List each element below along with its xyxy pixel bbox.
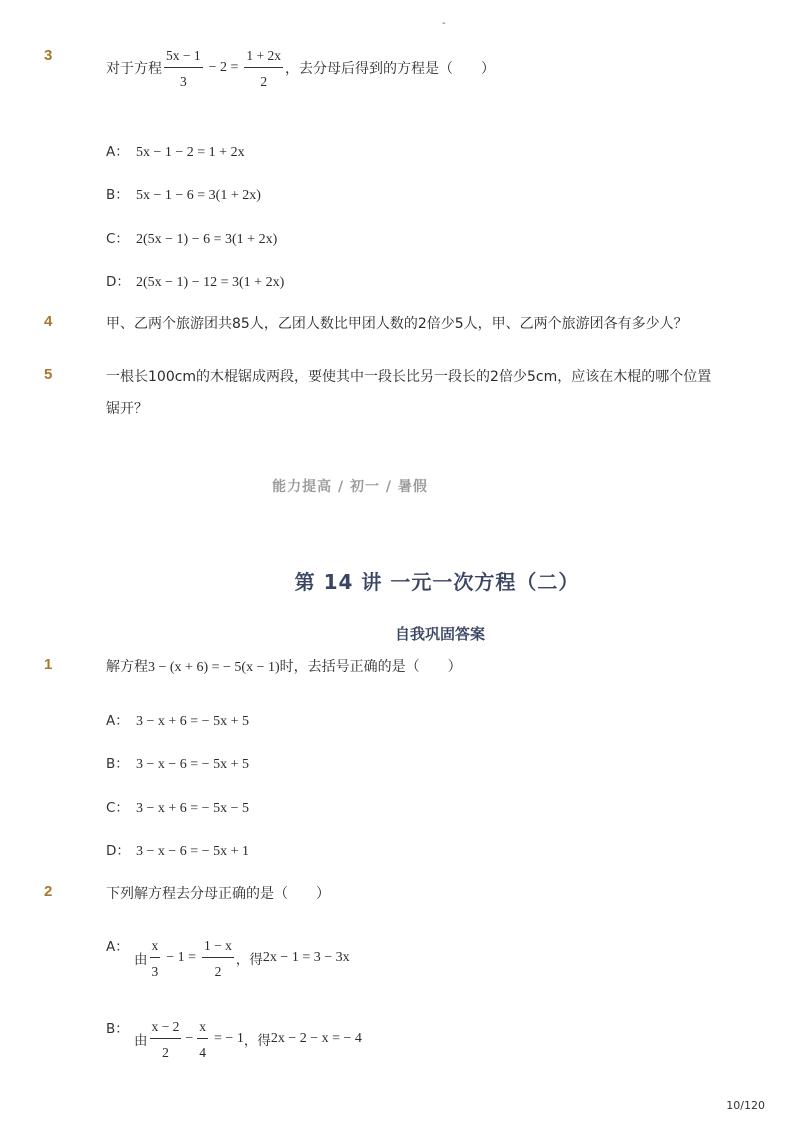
option-label: D： [106, 274, 130, 290]
equation-mid: − 1 = [166, 950, 197, 965]
option-text: 3 − x + 6 = − 5x + 5 [136, 714, 249, 729]
option-text: 3 − x + 6 = − 5x − 5 [136, 801, 249, 816]
option-b[interactable] [106, 1017, 136, 1037]
option-b-equation [134, 1017, 362, 1061]
numerator: 1 + 2x [246, 48, 282, 63]
option-text: 5x − 1 − 6 = 3(1 + 2x) [136, 188, 261, 203]
numerator: x − 2 [151, 1019, 180, 1034]
denominator: 4 [199, 1045, 207, 1060]
option-b[interactable] [106, 752, 249, 773]
option-a[interactable] [106, 709, 249, 730]
result-prefix: ，得 [243, 1033, 271, 1049]
option-label: B： [106, 756, 129, 772]
denominator: 3 [151, 964, 159, 979]
option-b[interactable] [106, 183, 261, 204]
question-stem: 一根长100cm的木棍锯成两段，要使其中一段长比另一段长的2倍少5cm，应该在木棍的哪个位置 [106, 369, 712, 385]
option-label: A： [106, 939, 129, 955]
option-d[interactable] [106, 839, 249, 860]
breadcrumb: 能力提高 / 初一 / 暑假 [272, 479, 428, 495]
option-d[interactable] [106, 270, 284, 291]
equation-prefix: 由 [134, 952, 148, 968]
lesson-title: 第 14 讲 一元一次方程（二） [294, 570, 580, 594]
numerator: x [199, 1019, 207, 1034]
result-equation: 2x − 1 = 3 − 3x [262, 950, 350, 965]
question-stem [106, 46, 495, 90]
question-stem: 甲、乙两个旅游团共85人，乙团人数比甲团人数的2倍少5人，甲、乙两个旅游团各有多少人？ [106, 316, 688, 332]
result-prefix: ，得 [235, 952, 263, 968]
result-equation: 2x − 2 − x = − 4 [270, 1031, 362, 1046]
fraction [150, 937, 161, 981]
question-stem: 下列解方程去分母正确的是（ ） [106, 886, 330, 902]
equation-rhs: = − 1 [214, 1031, 244, 1046]
header-mark: - [442, 18, 446, 29]
numerator: 1 − x [204, 938, 232, 953]
question-number: 5 [44, 366, 53, 383]
option-c[interactable] [106, 227, 277, 248]
equation-prefix: 由 [134, 1033, 148, 1049]
option-text: 3 − x − 6 = − 5x + 1 [136, 844, 249, 859]
stem-suffix: ，去分母后得到的方程是（ ） [285, 61, 496, 77]
option-label: A： [106, 144, 129, 160]
stem-suffix: 时，去括号正确的是（ ） [279, 659, 462, 675]
denominator: 2 [260, 74, 268, 89]
option-a[interactable] [106, 935, 136, 955]
question-number: 2 [44, 883, 53, 900]
numerator: 5x − 1 [166, 48, 201, 63]
fraction [150, 1018, 182, 1062]
section-title: 自我巩固答案 [394, 625, 485, 643]
option-label: C： [106, 800, 129, 816]
fraction [202, 937, 234, 981]
denominator: 3 [179, 74, 187, 89]
option-label: B： [106, 187, 129, 203]
stem-prefix: 解方程 [106, 659, 148, 675]
denominator: 2 [214, 964, 222, 979]
option-a-equation [134, 936, 350, 980]
option-text: 5x − 1 − 2 = 1 + 2x [136, 145, 245, 160]
stem-prefix: 对于方程 [106, 61, 162, 77]
equation: 3 − (x + 6) = − 5(x − 1) [148, 660, 280, 675]
option-label: D： [106, 843, 130, 859]
question-stem [106, 656, 462, 676]
fraction [164, 47, 203, 91]
stem-mid: − 2 = [208, 60, 239, 75]
option-text: 2(5x − 1) − 6 = 3(1 + 2x) [136, 232, 278, 247]
fraction [244, 47, 283, 91]
question-stem-continued: 锯开？ [106, 401, 148, 417]
question-number: 3 [44, 47, 53, 64]
option-text: 2(5x − 1) − 12 = 3(1 + 2x) [136, 275, 285, 290]
page-number: 10/120 [726, 1099, 765, 1112]
option-c[interactable] [106, 796, 249, 817]
option-label: B： [106, 1021, 129, 1037]
denominator: 2 [162, 1045, 169, 1060]
option-text: 3 − x − 6 = − 5x + 5 [136, 757, 249, 772]
question-number: 1 [44, 656, 53, 673]
option-a[interactable] [106, 140, 245, 161]
fraction [197, 1018, 208, 1062]
question-number: 4 [44, 313, 53, 330]
equation-mid: − [185, 1031, 194, 1046]
numerator: x [151, 938, 159, 953]
option-label: A： [106, 713, 129, 729]
option-label: C： [106, 231, 129, 247]
